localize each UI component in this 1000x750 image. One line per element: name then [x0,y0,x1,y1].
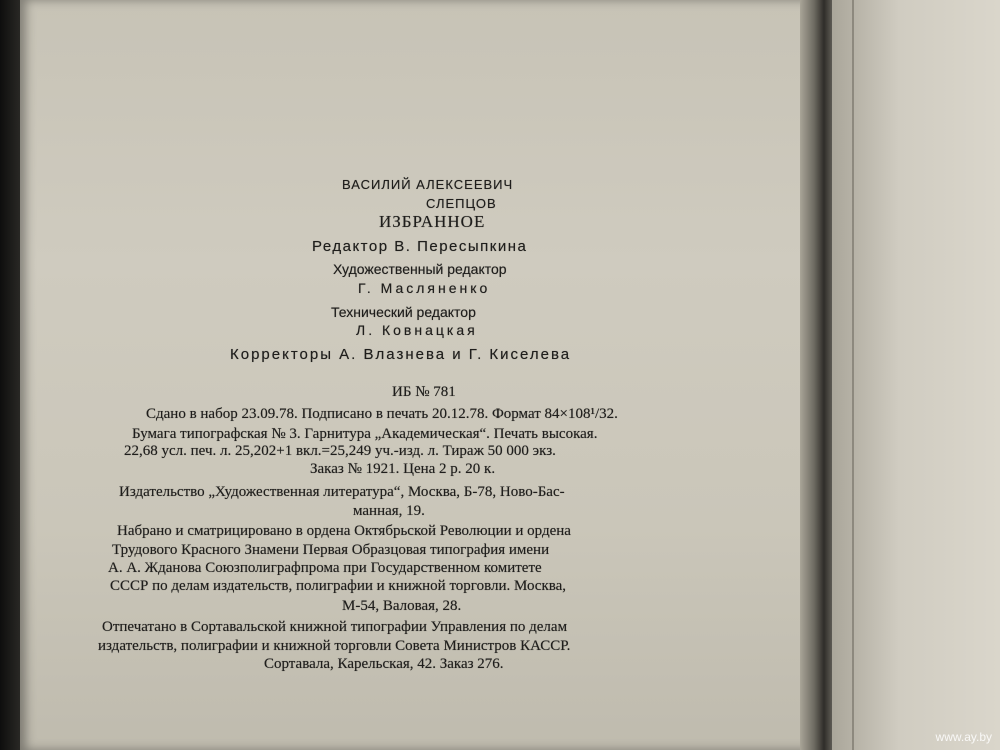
printed-line: издательств, полиграфии и книжной торговли Совета Министров КАССР. [98,638,571,654]
typeset-line: СССР по делам издательств, полиграфии и книжной торговли. Москва, [110,578,567,594]
art-editor-label: Художественный редактор [333,261,507,277]
facing-page [832,0,1000,750]
facing-page-edge [852,0,854,750]
typeset-line: Набрано и сматрицировано в ордена Октябрьской Революции и ордена [117,523,571,539]
editor-credit: Редактор В. Пересыпкина [312,238,528,255]
author-first-name: ВАСИЛИЙ АЛЕКСЕЕВИЧ [342,177,514,192]
imprint-line: Заказ № 1921. Цена 2 р. 20 к. [310,461,496,477]
imprint-line: 22,68 усл. печ. л. 25,202+1 вкл.=25,249 уч.-изд. л. Тираж 50 000 экз. [124,443,556,459]
author-last-name: СЛЕПЦОВ [426,196,497,211]
printed-line: Сортавала, Карельская, 42. Заказ 276. [264,656,504,672]
art-editor-name: Г. Масляненко [358,280,491,296]
publisher-line: манная, 19. [353,503,425,519]
ib-number: ИБ № 781 [392,384,456,400]
proofreaders-credit: Корректоры А. Влазнева и Г. Киселева [230,346,572,363]
tech-editor-name: Л. Ковнацкая [356,322,478,338]
watermark: www.ay.by [935,730,992,744]
publisher-line: Издательство „Художественная литература“, Москва, Б-78, Ново-Бас- [119,484,565,500]
imprint-line: Сдано в набор 23.09.78. Подписано в печать 20.12.78. Формат 84×108¹/32. [146,406,618,422]
typeset-line: А. А. Жданова Союзполиграфпрома при Государственном комитете [108,560,542,576]
imprint-line: Бумага типографская № 3. Гарнитура „Академическая“. Печать высокая. [132,426,598,442]
typeset-line: Трудового Красного Знамени Первая Образцовая типография имени [112,542,550,558]
typeset-line: М-54, Валовая, 28. [342,598,462,614]
printed-line: Отпечатано в Сортавальской книжной типографии Управления по делам [102,619,568,635]
tech-editor-label: Технический редактор [331,304,476,320]
book-title: ИЗБРАННОЕ [379,212,486,231]
